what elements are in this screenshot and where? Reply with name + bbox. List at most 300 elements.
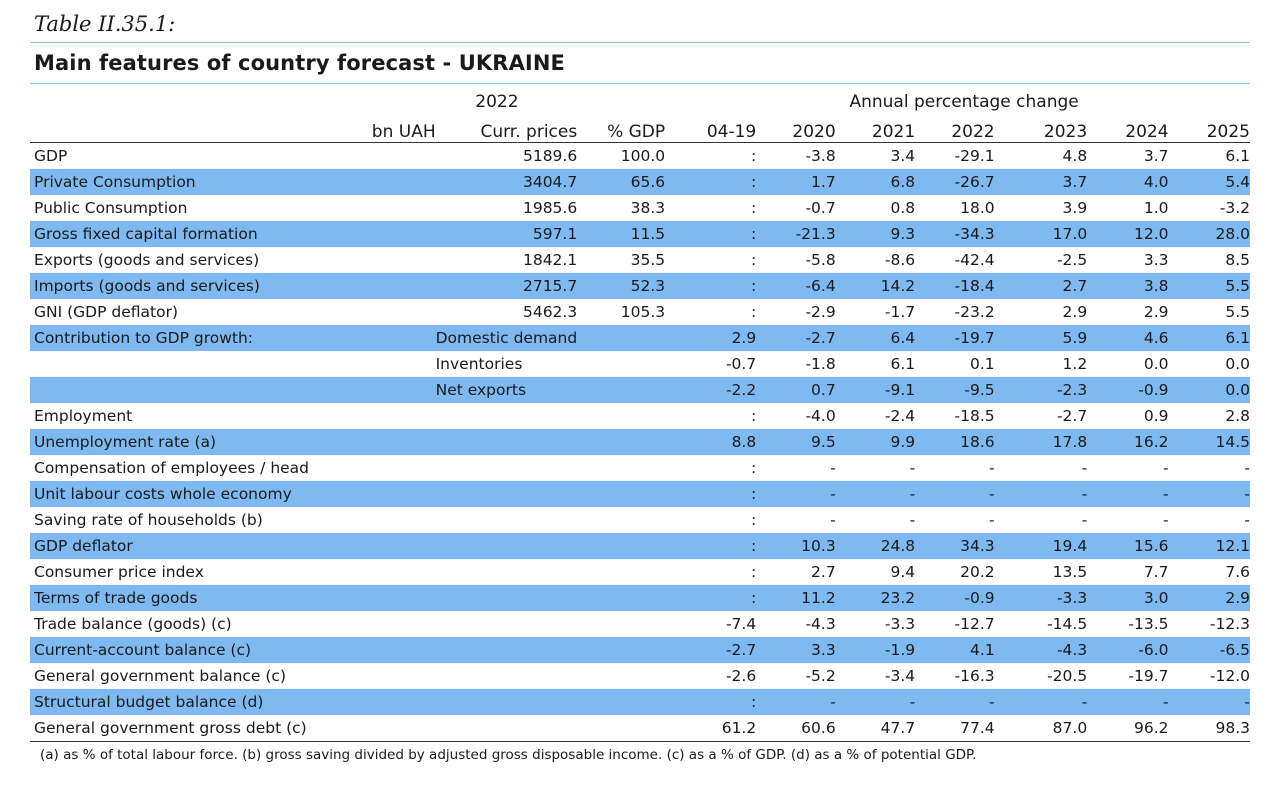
forecast-table	[30, 83, 1250, 741]
cell-2021: -8.6	[884, 251, 916, 269]
cell-2023: -4.3	[1006, 637, 1087, 663]
cell-gap	[665, 585, 678, 611]
cell-2020: -4.3	[805, 615, 836, 633]
cell-2025: 6.1	[1169, 325, 1250, 351]
cell-pct-gdp	[577, 689, 665, 715]
cell-2025: -	[1244, 459, 1250, 477]
cell-2025: -	[1244, 511, 1250, 529]
table-row	[30, 715, 1250, 741]
cell-2020: -2.7	[756, 325, 835, 351]
cell-2024: 16.2	[1087, 429, 1168, 455]
cell-2020: -	[830, 459, 836, 477]
cell-hist: -0.7	[725, 355, 757, 373]
cell-hist: :	[750, 563, 757, 581]
cell-2025: 5.5	[1169, 273, 1250, 299]
cell-2020: -5.2	[805, 667, 836, 685]
cell-2025: 2.8	[1225, 407, 1250, 425]
cell-2022: -23.2	[954, 303, 995, 321]
cell-2022: -	[915, 689, 994, 715]
table-row	[30, 429, 1250, 455]
table-row	[30, 169, 1250, 195]
cell-2021: -	[836, 689, 915, 715]
cell-2024: 3.3	[1143, 251, 1169, 269]
cell-2024: -13.5	[1128, 615, 1169, 633]
header-year-2024: 2024	[1125, 122, 1169, 142]
row-label: General government gross debt (c)	[34, 719, 307, 737]
cell-2023: 3.7	[1006, 169, 1087, 195]
cell-hist: 2.9	[678, 325, 756, 351]
cell-2021: 24.8	[836, 533, 915, 559]
table-row	[30, 481, 1250, 507]
cell-2023: -3.3	[1006, 585, 1087, 611]
cell-gap	[995, 351, 1006, 377]
cell-curr-prices	[436, 663, 578, 689]
cell-2021: -	[836, 481, 915, 507]
cell-curr-prices	[436, 611, 578, 637]
cell-pct-gdp	[577, 325, 665, 351]
title-divider	[30, 42, 1250, 43]
cell-2025: 12.1	[1169, 533, 1250, 559]
cell-curr-prices: 597.1	[436, 221, 578, 247]
cell-curr-prices	[436, 507, 578, 533]
cell-pct-gdp: 100.0	[620, 147, 666, 165]
cell-hist: :	[750, 251, 757, 269]
table-row	[30, 403, 1250, 429]
cell-pct-gdp	[577, 585, 665, 611]
cell-2025: -	[1169, 689, 1250, 715]
row-label: Structural budget balance (d)	[30, 689, 329, 715]
cell-gap	[995, 325, 1006, 351]
cell-2020: 1.7	[756, 169, 835, 195]
cell-2021: -1.7	[884, 303, 916, 321]
cell-2021: -3.4	[884, 667, 916, 685]
cell-2021: 9.9	[836, 429, 915, 455]
cell-gap	[665, 325, 678, 351]
cell-pct-gdp	[577, 455, 665, 481]
cell-2021: -	[909, 511, 916, 529]
cell-hist: -2.6	[725, 667, 757, 685]
cell-curr-prices	[436, 429, 578, 455]
header-curr-prices: Curr. prices	[480, 122, 578, 142]
cell-hist: :	[678, 481, 756, 507]
cell-2023: -14.5	[1047, 615, 1088, 633]
header-spacer	[30, 84, 329, 113]
cell-hist: -2.2	[678, 377, 756, 403]
cell-2023: -	[1081, 459, 1088, 477]
cell-2020: -5.8	[805, 251, 836, 269]
cell-gap	[995, 403, 1006, 429]
cell-2023: 1.2	[1062, 355, 1088, 373]
cell-curr-prices	[436, 585, 578, 611]
cell-gap	[665, 663, 678, 689]
cell-2025: -12.3	[1209, 615, 1250, 633]
cell-curr-prices: 2715.7	[436, 273, 578, 299]
row-label: Current-account balance (c)	[30, 637, 329, 663]
cell-2025: 0.0	[1169, 377, 1250, 403]
row-sublabel: Inventories	[435, 355, 523, 373]
cell-2020: -6.4	[756, 273, 835, 299]
cell-gap	[995, 507, 1006, 533]
cell-hist: :	[750, 459, 757, 477]
cell-2025: -	[1169, 481, 1250, 507]
row-label: Unemployment rate (a)	[30, 429, 329, 455]
cell-gap	[665, 455, 678, 481]
cell-curr-prices	[436, 637, 578, 663]
cell-hist: :	[750, 511, 757, 529]
cell-2025: 2.9	[1169, 585, 1250, 611]
cell-2025: 8.5	[1225, 251, 1250, 269]
cell-2023: -2.3	[1006, 377, 1087, 403]
cell-2024: -19.7	[1128, 667, 1169, 685]
cell-2023: 87.0	[1052, 719, 1088, 737]
cell-curr-prices	[436, 689, 578, 715]
cell-gap	[665, 611, 678, 637]
cell-2024: 1.0	[1143, 199, 1169, 217]
cell-curr-prices	[436, 455, 578, 481]
cell-2022: 0.1	[969, 355, 995, 373]
header-year-2023: 2023	[1043, 122, 1088, 142]
cell-2025: 0.0	[1225, 355, 1250, 373]
cell-pct-gdp	[577, 377, 665, 403]
cell-2022: 4.1	[915, 637, 994, 663]
cell-2024: 0.9	[1143, 407, 1169, 425]
row-label	[30, 351, 329, 377]
table-row	[30, 611, 1250, 637]
cell-2020: -	[756, 481, 835, 507]
cell-gap	[995, 611, 1006, 637]
cell-hist: :	[750, 147, 757, 165]
cell-2025: 6.1	[1225, 147, 1250, 165]
cell-gap	[665, 169, 678, 195]
table-row	[30, 663, 1250, 689]
table-footnote: (a) as % of total labour force. (b) gross saving divided by adjusted gross disposable income. (c) as a % of GDP. (d) as a % of potential GDP.	[40, 747, 977, 763]
row-label: Contribution to GDP growth:	[30, 325, 329, 351]
table-row	[30, 195, 1250, 221]
cell-bn-uah	[329, 585, 436, 611]
cell-2022: -19.7	[915, 325, 994, 351]
cell-bn-uah	[329, 689, 436, 715]
cell-bn-uah	[329, 611, 436, 637]
row-label: Public Consumption	[34, 199, 188, 217]
cell-2023: 2.7	[1006, 273, 1087, 299]
row-label: Trade balance (goods) (c)	[34, 615, 232, 633]
cell-2021: 6.4	[836, 325, 915, 351]
cell-2022: 77.4	[960, 719, 995, 737]
cell-gap	[995, 273, 1006, 299]
cell-curr-prices: 5189.6	[522, 147, 578, 165]
cell-bn-uah	[329, 273, 436, 299]
cell-2024: 3.8	[1087, 273, 1168, 299]
row-label: Compensation of employees / head	[34, 459, 310, 477]
cell-hist: :	[678, 533, 756, 559]
cell-2021: 6.1	[890, 355, 916, 373]
table-row	[30, 559, 1250, 585]
cell-gap	[665, 533, 678, 559]
header-group-row	[30, 84, 1250, 113]
cell-gap	[995, 221, 1006, 247]
row-label: Employment	[34, 407, 133, 425]
cell-2020: -0.7	[805, 199, 836, 217]
cell-pct-gdp	[577, 559, 665, 585]
cell-bn-uah	[329, 195, 436, 221]
cell-2020: 0.7	[756, 377, 835, 403]
cell-2024: -6.0	[1087, 637, 1168, 663]
cell-curr-prices	[436, 533, 578, 559]
cell-2021: -1.9	[836, 637, 915, 663]
cell-2023: -	[1006, 689, 1087, 715]
row-label: Exports (goods and services)	[34, 251, 260, 269]
cell-bn-uah	[329, 351, 436, 377]
row-label: GNI (GDP deflator)	[34, 303, 178, 321]
cell-2020: -	[756, 689, 835, 715]
cell-2024: -	[1087, 481, 1168, 507]
cell-2020: -21.3	[756, 221, 835, 247]
cell-bn-uah	[329, 143, 436, 170]
table-row	[30, 299, 1250, 325]
header-group-2022: 2022	[475, 92, 519, 112]
cell-2022: -42.4	[954, 251, 995, 269]
cell-2022: 34.3	[915, 533, 994, 559]
cell-pct-gdp	[577, 507, 665, 533]
cell-2020: -1.8	[805, 355, 836, 373]
cell-pct-gdp	[577, 429, 665, 455]
cell-2022: -	[915, 481, 994, 507]
cell-2023: 2.9	[1062, 303, 1088, 321]
cell-gap	[995, 559, 1006, 585]
cell-2023: -2.5	[1056, 251, 1088, 269]
header-bn-uah: bn UAH	[371, 122, 436, 142]
cell-2024: 96.2	[1134, 719, 1169, 737]
cell-2022: -26.7	[915, 169, 994, 195]
cell-2022: -18.4	[915, 273, 994, 299]
cell-gap	[665, 247, 678, 273]
cell-pct-gdp	[577, 351, 665, 377]
cell-hist: :	[678, 221, 756, 247]
cell-gap	[995, 377, 1006, 403]
cell-2022: -	[989, 511, 995, 529]
cell-hist: :	[750, 303, 757, 321]
row-label: Unit labour costs whole economy	[30, 481, 329, 507]
cell-2023: 17.0	[1006, 221, 1087, 247]
cell-bn-uah	[329, 663, 436, 689]
cell-2021: 0.8	[890, 199, 916, 217]
row-label: GDP deflator	[30, 533, 329, 559]
cell-2025: 5.5	[1225, 303, 1250, 321]
cell-gap	[995, 247, 1006, 273]
cell-gap	[665, 299, 678, 325]
cell-curr-prices: 1842.1	[522, 251, 578, 269]
table-row	[30, 689, 1250, 715]
cell-2024: -	[1162, 511, 1169, 529]
cell-gap	[995, 429, 1006, 455]
cell-bn-uah	[329, 455, 436, 481]
header-gap3	[995, 112, 1006, 142]
cell-2020: -2.9	[805, 303, 836, 321]
cell-bn-uah	[329, 507, 436, 533]
cell-2023: 3.9	[1062, 199, 1088, 217]
cell-2025: -12.0	[1209, 667, 1250, 685]
cell-2025: 7.6	[1225, 563, 1250, 581]
cell-2021: -2.4	[884, 407, 916, 425]
cell-gap	[665, 377, 678, 403]
cell-pct-gdp	[577, 637, 665, 663]
cell-gap	[665, 689, 678, 715]
cell-2025: 98.3	[1215, 719, 1250, 737]
cell-2024: 4.0	[1087, 169, 1168, 195]
cell-2022: -34.3	[915, 221, 994, 247]
cell-2024: 4.6	[1087, 325, 1168, 351]
table-row	[30, 637, 1250, 663]
header-columns-row	[30, 112, 1250, 142]
table-number: Table II.35.1:	[34, 12, 176, 36]
cell-2022: 20.2	[960, 563, 995, 581]
cell-bn-uah	[329, 715, 436, 741]
cell-pct-gdp: 105.3	[620, 303, 666, 321]
cell-curr-prices	[436, 481, 578, 507]
cell-2024: 3.0	[1087, 585, 1168, 611]
cell-gap	[995, 455, 1006, 481]
cell-curr-prices: 3404.7	[436, 169, 578, 195]
cell-curr-prices	[436, 559, 578, 585]
cell-gap	[665, 351, 678, 377]
cell-hist: :	[678, 585, 756, 611]
header-gap	[665, 84, 678, 113]
cell-2021: 47.7	[880, 719, 916, 737]
row-sublabel: Net exports	[436, 377, 578, 403]
cell-gap	[665, 195, 678, 221]
cell-gap	[995, 533, 1006, 559]
cell-hist: :	[750, 407, 757, 425]
header-label-col	[30, 112, 329, 142]
table-row	[30, 325, 1250, 351]
cell-2020: -3.8	[805, 147, 836, 165]
cell-gap	[665, 403, 678, 429]
cell-gap	[995, 637, 1006, 663]
header-year-2025: 2025	[1206, 122, 1250, 142]
cell-2024: 7.7	[1143, 563, 1169, 581]
cell-bn-uah	[329, 481, 436, 507]
cell-hist: 8.8	[678, 429, 756, 455]
cell-bn-uah	[329, 221, 436, 247]
header-gap2	[665, 112, 678, 142]
cell-gap	[665, 429, 678, 455]
cell-2022: -0.9	[915, 585, 994, 611]
cell-bn-uah	[329, 299, 436, 325]
cell-bn-uah	[329, 403, 436, 429]
cell-pct-gdp	[577, 481, 665, 507]
cell-bn-uah	[329, 247, 436, 273]
header-year-2021: 2021	[871, 122, 916, 142]
cell-gap	[665, 273, 678, 299]
cell-2024: 15.6	[1087, 533, 1168, 559]
cell-gap	[665, 143, 678, 170]
cell-2022: 18.0	[960, 199, 995, 217]
cell-2024: 3.7	[1143, 147, 1169, 165]
table-row	[30, 221, 1250, 247]
cell-gap	[995, 143, 1006, 170]
cell-2023: -2.7	[1056, 407, 1088, 425]
cell-2022: -29.1	[954, 147, 995, 165]
row-label: GDP	[34, 147, 68, 165]
cell-hist: -7.4	[725, 615, 757, 633]
cell-2023: 5.9	[1006, 325, 1087, 351]
cell-2021: 6.8	[836, 169, 915, 195]
cell-pct-gdp	[577, 663, 665, 689]
cell-gap	[665, 221, 678, 247]
cell-gap	[995, 169, 1006, 195]
cell-2021: 23.2	[836, 585, 915, 611]
cell-gap	[665, 507, 678, 533]
cell-2020: 10.3	[756, 533, 835, 559]
cell-2022: -18.5	[954, 407, 995, 425]
cell-2020: 9.5	[756, 429, 835, 455]
cell-gap	[995, 481, 1006, 507]
cell-gap	[995, 715, 1006, 741]
cell-bn-uah	[329, 325, 436, 351]
cell-2021: -	[909, 459, 916, 477]
cell-2022: -9.5	[915, 377, 994, 403]
cell-pct-gdp: 65.6	[577, 169, 665, 195]
cell-2025: 14.5	[1169, 429, 1250, 455]
row-label: Imports (goods and services)	[30, 273, 329, 299]
cell-2023: 19.4	[1006, 533, 1087, 559]
cell-curr-prices	[436, 403, 578, 429]
cell-2022: -12.7	[954, 615, 995, 633]
cell-2024: -0.9	[1087, 377, 1168, 403]
header-pct-gdp: % GDP	[607, 122, 666, 142]
cell-2025: -6.5	[1169, 637, 1250, 663]
cell-2025: -3.2	[1219, 199, 1250, 217]
cell-2022: -	[989, 459, 995, 477]
row-label: Consumer price index	[34, 563, 204, 581]
cell-2021: 3.4	[890, 147, 916, 165]
header-year-2020: 2020	[792, 122, 836, 142]
cell-gap	[995, 195, 1006, 221]
cell-hist: :	[678, 169, 756, 195]
cell-bn-uah	[329, 377, 436, 403]
cell-pct-gdp	[577, 533, 665, 559]
cell-2021: -3.3	[884, 615, 916, 633]
cell-2024: -	[1087, 689, 1168, 715]
cell-pct-gdp	[577, 715, 665, 741]
row-label: Terms of trade goods	[30, 585, 329, 611]
cell-2020: 60.6	[801, 719, 836, 737]
table-row	[30, 585, 1250, 611]
cell-2023: -20.5	[1047, 667, 1088, 685]
cell-2023: 17.8	[1006, 429, 1087, 455]
cell-2022: 18.6	[915, 429, 994, 455]
header-hist-0419: 04-19	[706, 122, 757, 142]
cell-bn-uah	[329, 429, 436, 455]
cell-2024: 0.0	[1143, 355, 1169, 373]
cell-gap	[995, 585, 1006, 611]
cell-bn-uah	[329, 533, 436, 559]
cell-hist: -2.7	[678, 637, 756, 663]
cell-2023: -	[1006, 481, 1087, 507]
cell-hist: 61.2	[721, 719, 757, 737]
table-row	[30, 273, 1250, 299]
cell-2021: 9.3	[836, 221, 915, 247]
row-label	[30, 377, 329, 403]
cell-2023: -	[1081, 511, 1088, 529]
cell-gap	[665, 481, 678, 507]
cell-2024: 2.9	[1143, 303, 1169, 321]
cell-pct-gdp: 38.3	[630, 199, 666, 217]
cell-hist: :	[678, 689, 756, 715]
cell-gap	[995, 299, 1006, 325]
cell-gap	[665, 559, 678, 585]
cell-2020: 2.7	[811, 563, 836, 581]
